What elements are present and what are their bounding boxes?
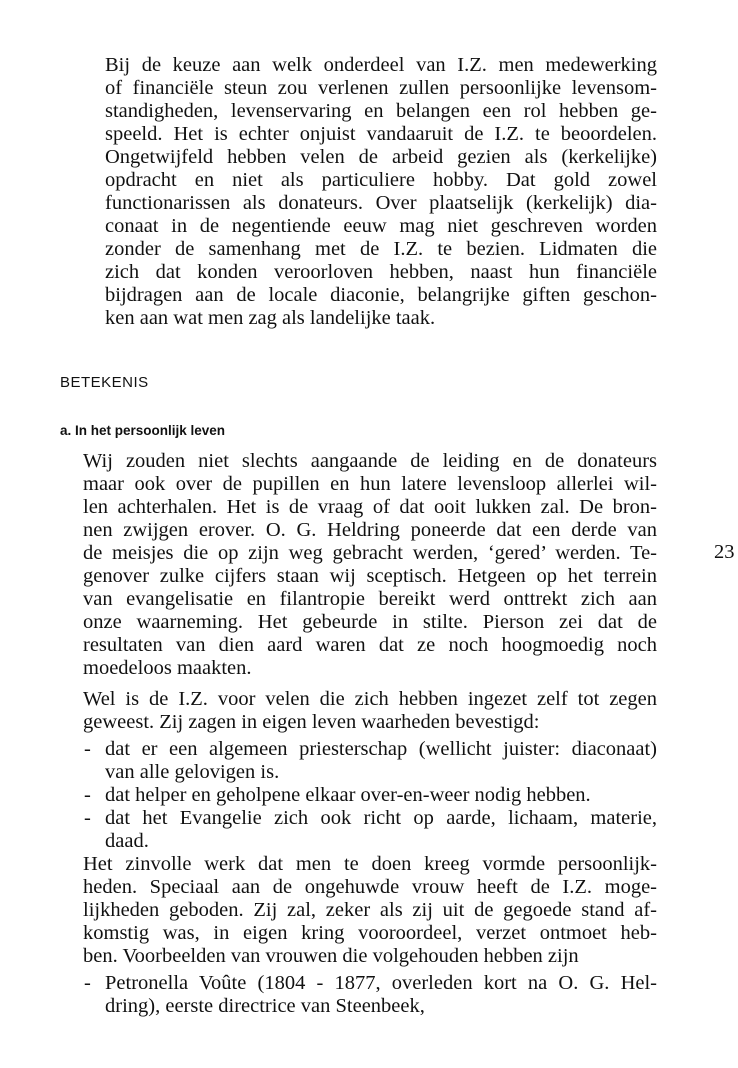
text-line: lijkheden geboden. Zij zal, zeker als zij uit de gegoede stand af- [83,899,657,921]
text-line: dat helper en geholpene elkaar over-en-weer nodig hebben. [105,784,591,806]
text-line: Ongetwijfeld hebben velen de arbeid gezien als (kerkelijke) [105,146,657,168]
text-line: zonder de samenhang met de I.Z. te bezien. Lidmaten die [105,238,657,260]
text-line: zich dat konden veroorloven hebben, naast hun financiële [105,261,657,283]
text-line: nen zwijgen erover. O. G. Heldring poneerde dat een derde van [83,519,657,541]
text-line: speeld. Het is echter onjuist vandaaruit de I.Z. te beoordelen. [105,123,657,145]
text-line: standigheden, levenservaring en belangen een rol hebben ge- [105,100,657,122]
text-line: functionarissen als donateurs. Over plaatselijk (kerkelijk) dia- [105,192,657,214]
text-line: genover zulke cijfers staan wij sceptisch. Hetgeen op het terrein [83,565,657,587]
text-line: geweest. Zij zagen in eigen leven waarheden bevestigd: [83,711,540,733]
text-line: dring), eerste directrice van Steenbeek, [105,995,425,1017]
text-line: komstig was, in eigen kring vooroordeel, verzet ontmoet heb- [83,922,657,944]
text-line: ben. Voorbeelden van vrouwen die volgehouden hebben zijn [83,945,579,967]
list-dash: - [84,738,91,760]
text-line: heden. Speciaal aan de ongehuwde vrouw heeft de I.Z. moge- [83,876,657,898]
text-line: of financiële steun zou verlenen zullen persoonlijke levensom- [105,77,657,99]
text-line: de meisjes die op zijn weg gebracht werden, ‘gered’ werden. Te- [83,542,657,564]
page-number: 23 [714,541,735,563]
text-line: dat het Evangelie zich ook richt op aarde, lichaam, materie, [105,807,657,829]
text-line: van evangelisatie en filantropie bereikt werd onttrekt zich aan [83,588,657,610]
text-line: dat er een algemeen priesterschap (wellicht juister: diaconaat) [105,738,657,760]
text-line: bijdragen aan de locale diaconie, belangrijke giften geschon- [105,284,657,306]
text-line: moedeloos maakten. [83,657,252,679]
text-line: Wel is de I.Z. voor velen die zich hebben ingezet zelf tot zegen [83,688,657,710]
text-line: daad. [105,830,149,852]
text-line: opdracht en niet als particuliere hobby. Dat gold zowel [105,169,657,191]
text-line: Petronella Voûte (1804 - 1877, overleden kort na O. G. Hel- [105,972,657,994]
text-line: maar ook over de pupillen en hun latere levensloop allerlei wil- [83,473,657,495]
text-line: ken aan wat men zag als landelijke taak. [105,307,436,329]
list-dash: - [84,972,91,994]
text-line: onze waarneming. Het gebeurde in stilte. Pierson zei dat de [83,611,657,633]
text-line: van alle gelovigen is. [105,761,280,783]
text-line: len achterhalen. Het is de vraag of dat ooit lukken zal. De bron- [83,496,657,518]
list-dash: - [84,807,91,829]
text-line: Wij zouden niet slechts aangaande de leiding en de donateurs [83,450,657,472]
text-line: conaat in de negentiende eeuw mag niet geschreven worden [105,215,657,237]
subsection-heading: a. In het persoonlijk leven [60,423,226,438]
section-heading: BETEKENIS [60,374,149,391]
text-line: Het zinvolle werk dat men te doen kreeg vormde persoonlijk- [83,853,657,875]
text-line: resultaten van dien aard waren dat ze noch hoogmoedig noch [83,634,657,656]
text-line: Bij de keuze aan welk onderdeel van I.Z. men medewerking [105,54,657,76]
list-dash: - [84,784,91,806]
